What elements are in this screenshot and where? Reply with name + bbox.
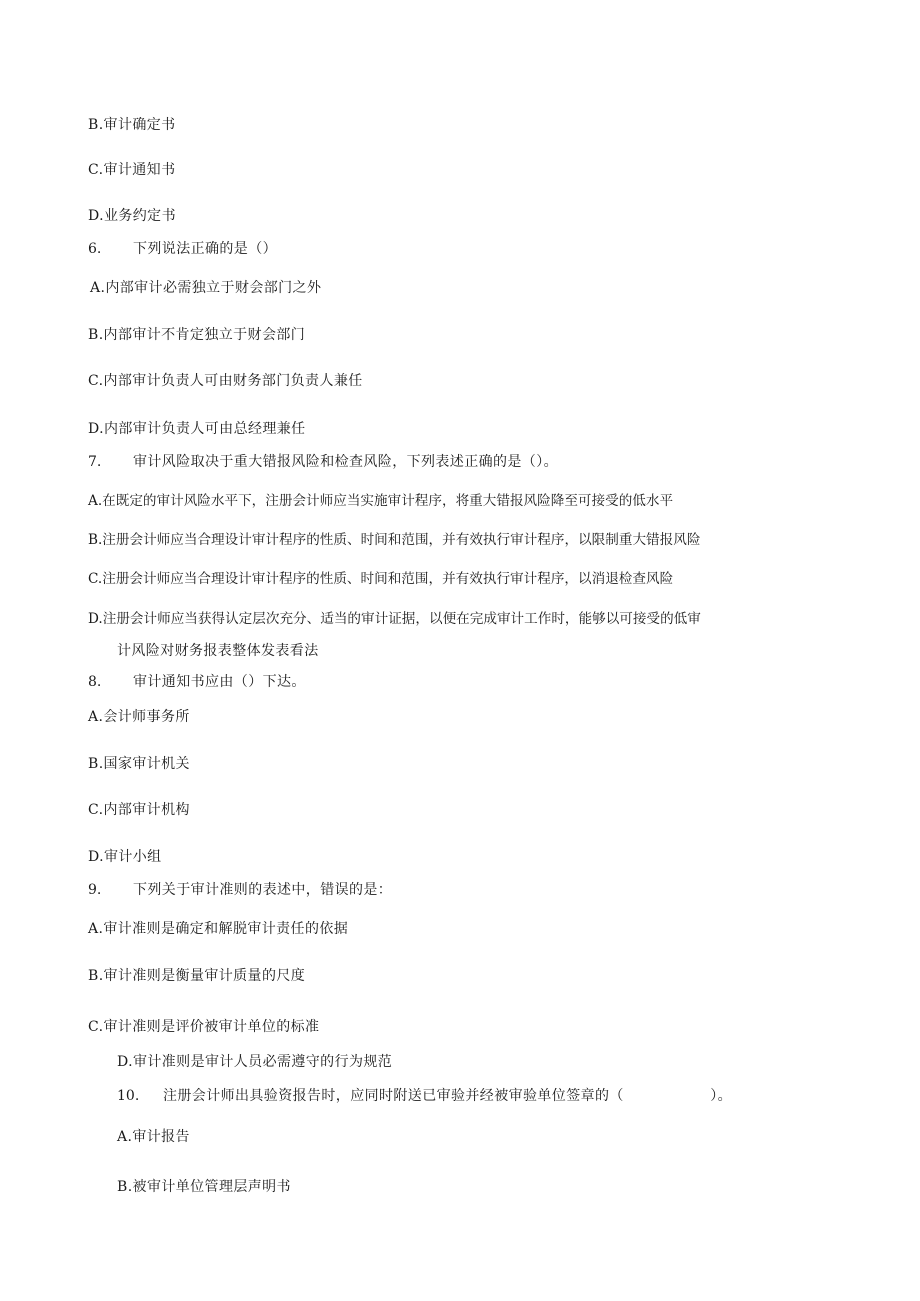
- option-a-q6: A.内部审计必需独立于财会部门之外: [90, 280, 322, 296]
- option-d-q7-continued: 计风险对财务报表整体发表看法: [117, 643, 319, 659]
- option-b-q6: B.内部审计不肯定独立于财会部门: [88, 327, 306, 343]
- question-7-text: 审计风险取决于重大错报风险和检查风险，下列表述正确的是（）。: [133, 454, 558, 470]
- option-c-q6: C.内部审计负责人可由财务部门负责人兼任: [88, 373, 363, 389]
- option-b-q7: B.注册会计师应当合理设计审计程序的性质、时间和范围，并有效执行审计程序，以限制重大错报风险: [88, 532, 701, 548]
- option-b-q9: B.审计准则是衡量审计质量的尺度: [88, 968, 306, 984]
- option-d-q5: D.业务约定书: [88, 208, 176, 224]
- option-b-q5: B.审计确定书: [88, 117, 176, 133]
- question-number-6: 6.: [88, 241, 102, 257]
- option-c-q9: C.审计准则是评价被审计单位的标准: [88, 1019, 320, 1035]
- question-number-7: 7.: [88, 454, 102, 470]
- option-a-q9: A.审计准则是确定和解脱审计责任的依据: [88, 921, 349, 937]
- option-d-q7: D.注册会计师应当获得认定层次充分、适当的审计证据，以便在完成审计工作时，能够以可接受的低审: [88, 611, 701, 627]
- option-d-q6: D.内部审计负责人可由总经理兼任: [88, 421, 306, 437]
- option-c-q7: C.注册会计师应当合理设计审计程序的性质、时间和范围，并有效执行审计程序，以消退检查风险: [88, 571, 674, 587]
- question-9-text: 下列关于审计准则的表述中，错误的是：: [133, 882, 393, 898]
- question-number-10: 10.: [117, 1088, 140, 1104]
- question-number-8: 8.: [88, 674, 102, 690]
- option-c-q8: C.内部审计机构: [88, 802, 190, 818]
- question-6-text: 下列说法正确的是（）: [133, 241, 277, 257]
- option-b-q8: B.国家审计机关: [88, 756, 190, 772]
- option-b-q10: B.被审计单位管理层声明书: [117, 1179, 291, 1195]
- option-a-q8: A.会计师事务所: [88, 709, 190, 725]
- question-number-9: 9.: [88, 882, 102, 898]
- option-c-q5: C.审计通知书: [88, 162, 176, 178]
- question-8-text: 审计通知书应由（）下达。: [133, 674, 306, 690]
- option-d-q9: D.审计准则是审计人员必需遵守的行为规范: [117, 1054, 393, 1070]
- question-10-text: 注册会计师出具验资报告时，应同时附送已审验并经被审验单位签章的（ ）。: [163, 1088, 732, 1104]
- option-a-q10: A.审计报告: [117, 1129, 190, 1145]
- option-a-q7: A.在既定的审计风险水平下，注册会计师应当实施审计程序，将重大错报风险降至可接受的低水平: [88, 493, 674, 509]
- option-d-q8: D.审计小组: [88, 849, 162, 865]
